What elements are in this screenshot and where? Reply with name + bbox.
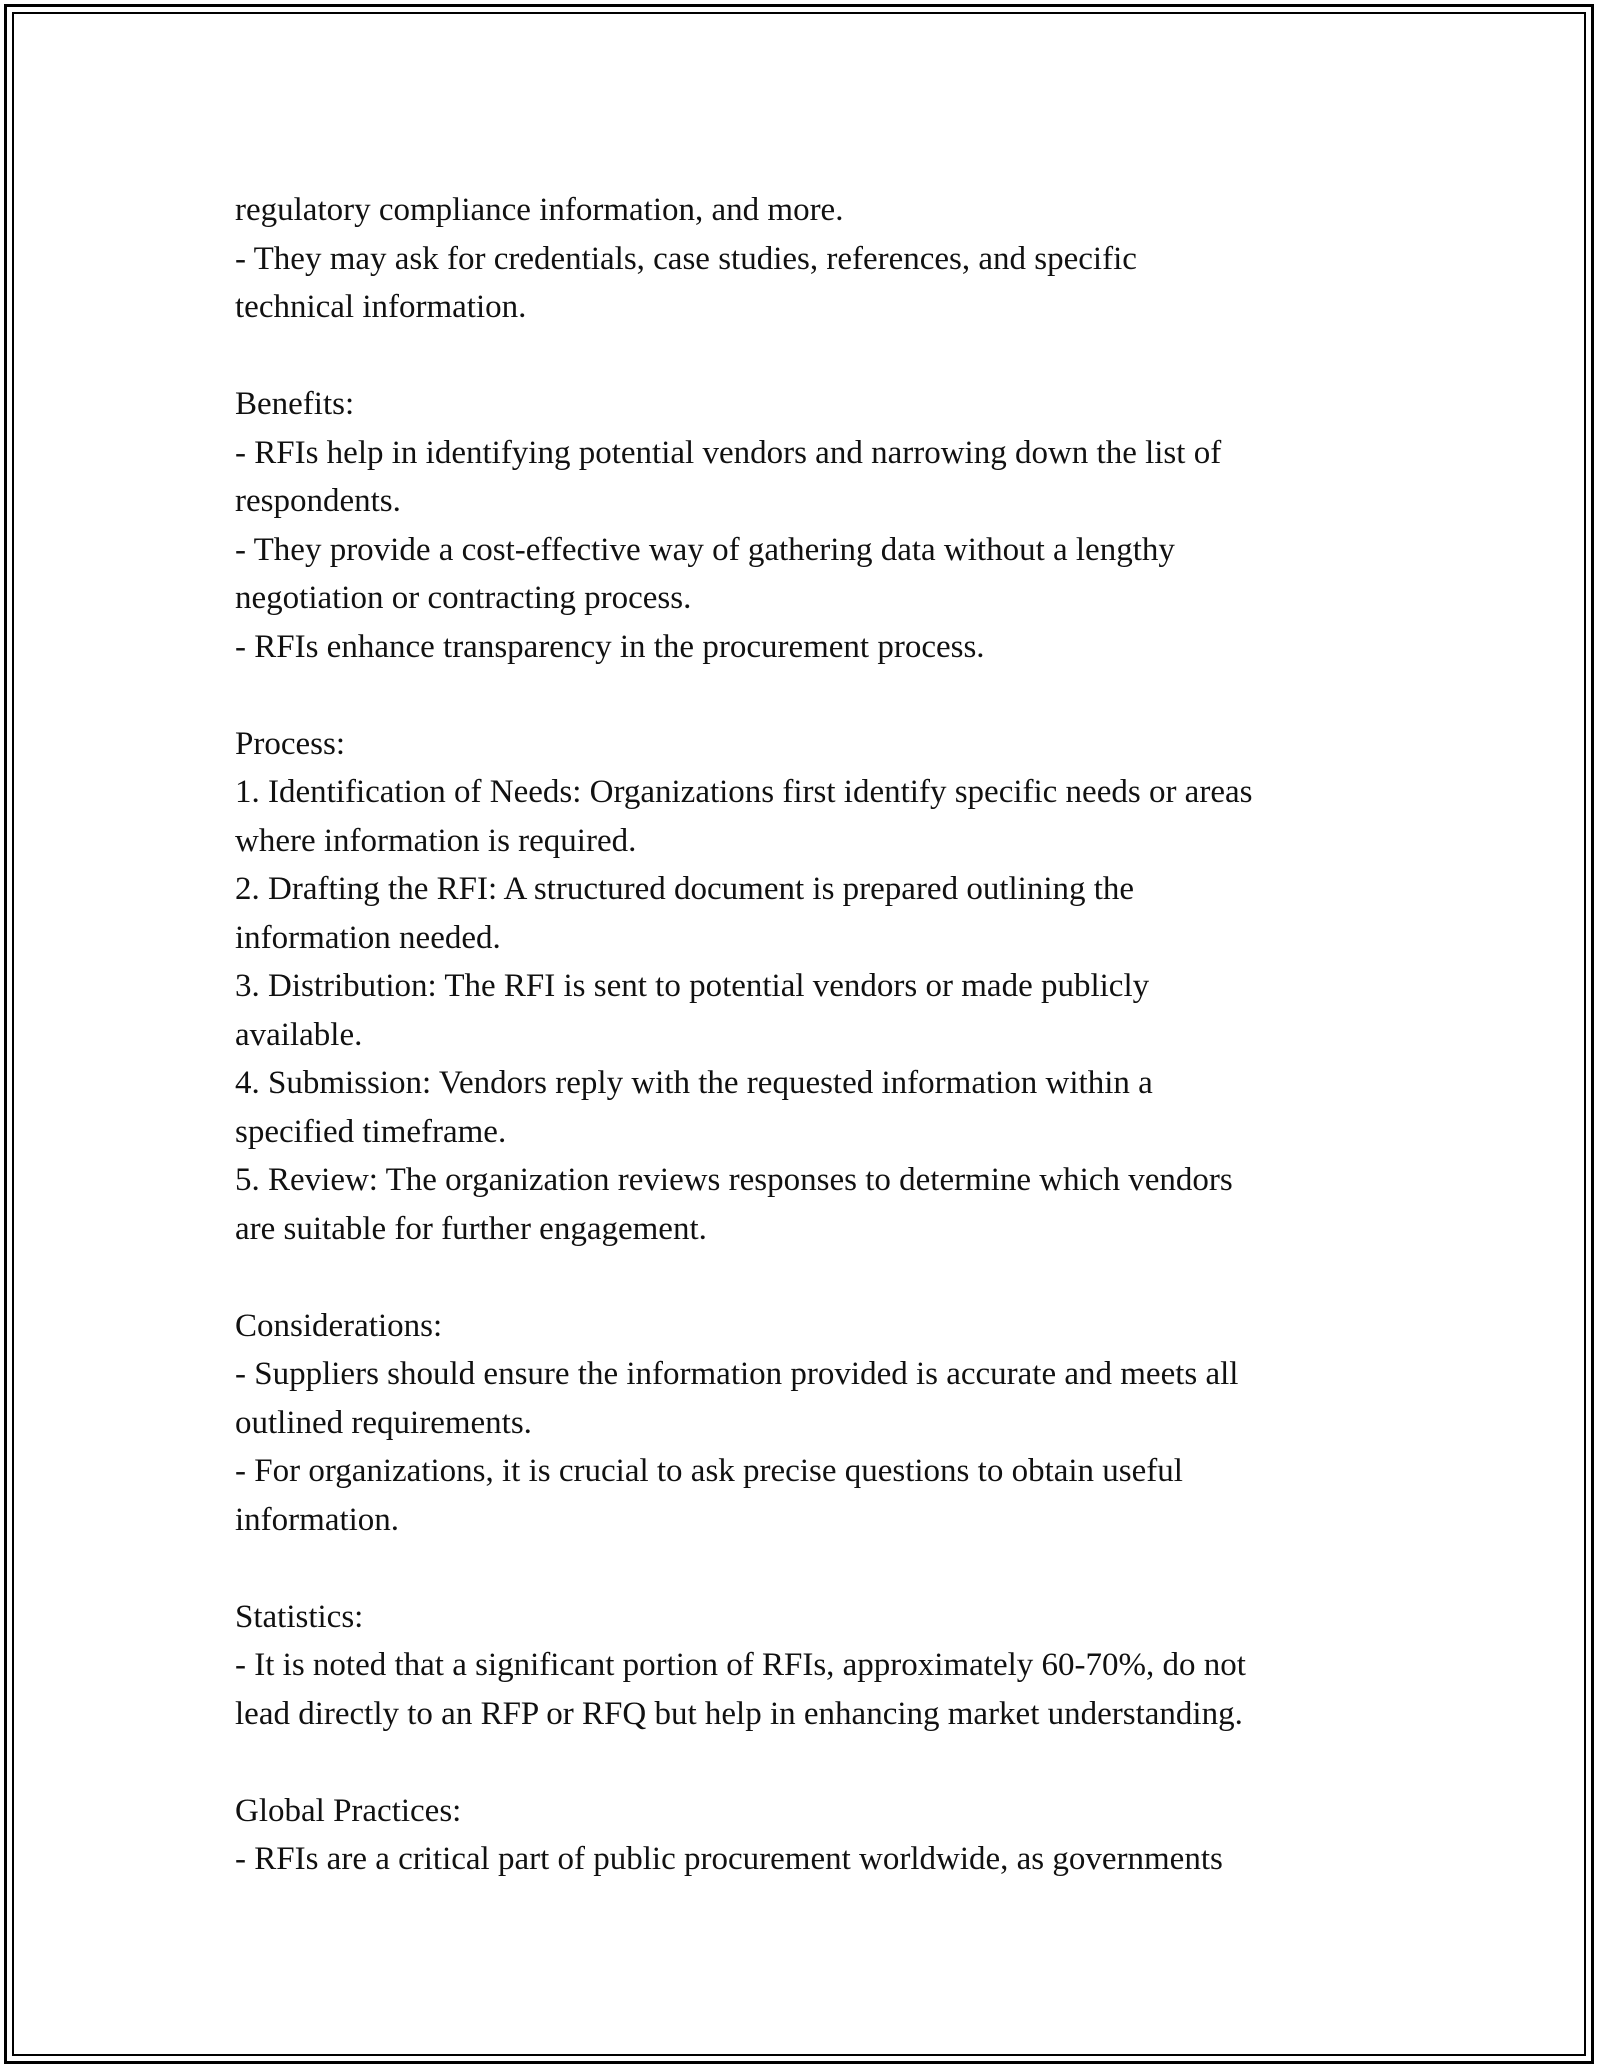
text-line: 1. Identification of Needs: Organizations first identify specific needs or areas xyxy=(235,774,1253,810)
text-line: information needed. xyxy=(235,919,501,956)
section-heading-process: Process: xyxy=(235,725,345,762)
text-line: technical information. xyxy=(235,289,527,325)
text-line: 4. Submission: Vendors reply with the requested information within a xyxy=(235,1065,1153,1101)
text-line: 3. Distribution: The RFI is sent to potential vendors or made publicly xyxy=(235,968,1150,1004)
text-line: information. xyxy=(235,1501,400,1538)
text-line: - RFIs help in identifying potential vendors and narrowing down the list of xyxy=(235,434,1222,471)
blank-line xyxy=(235,332,1385,381)
text-line: negotiation or contracting process. xyxy=(235,580,692,616)
text-line: - They provide a cost-effective way of gathering data without a lengthy xyxy=(235,531,1175,568)
text-line: outlined requirements. xyxy=(235,1404,532,1441)
text-line: - For organizations, it is crucial to ask precise questions to obtain useful xyxy=(235,1453,1183,1489)
document-body xyxy=(235,186,1385,1884)
section-heading-statistics: Statistics: xyxy=(235,1598,364,1635)
text-line: - They may ask for credentials, case studies, references, and specific xyxy=(235,240,1137,277)
text-line: regulatory compliance information, and more. xyxy=(235,192,844,228)
text-line: - Suppliers should ensure the information provided is accurate and meets all xyxy=(235,1356,1239,1392)
text-line: - RFIs enhance transparency in the procurement process. xyxy=(235,628,985,665)
text-line: respondents. xyxy=(235,483,401,519)
section-heading-considerations: Considerations: xyxy=(235,1307,443,1344)
text-line: - It is noted that a significant portion of RFIs, approximately 60-70%, do not xyxy=(235,1647,1246,1683)
text-line: lead directly to an RFP or RFQ but help in enhancing market understanding. xyxy=(235,1695,1243,1732)
text-line: available. xyxy=(235,1016,363,1053)
blank-line xyxy=(235,1738,1385,1787)
text-line: are suitable for further engagement. xyxy=(235,1210,707,1247)
blank-line xyxy=(235,1253,1385,1302)
text-line: where information is required. xyxy=(235,822,637,859)
blank-line xyxy=(235,1544,1385,1593)
section-heading-benefits: Benefits: xyxy=(235,386,355,422)
blank-line xyxy=(235,671,1385,720)
text-line: specified timeframe. xyxy=(235,1113,507,1150)
text-line: 5. Review: The organization reviews responses to determine which vendors xyxy=(235,1162,1233,1198)
section-heading-global-practices: Global Practices: xyxy=(235,1792,462,1829)
text-line: 2. Drafting the RFI: A structured document is prepared outlining the xyxy=(235,871,1135,907)
text-line: - RFIs are a critical part of public procurement worldwide, as governments xyxy=(235,1841,1223,1877)
